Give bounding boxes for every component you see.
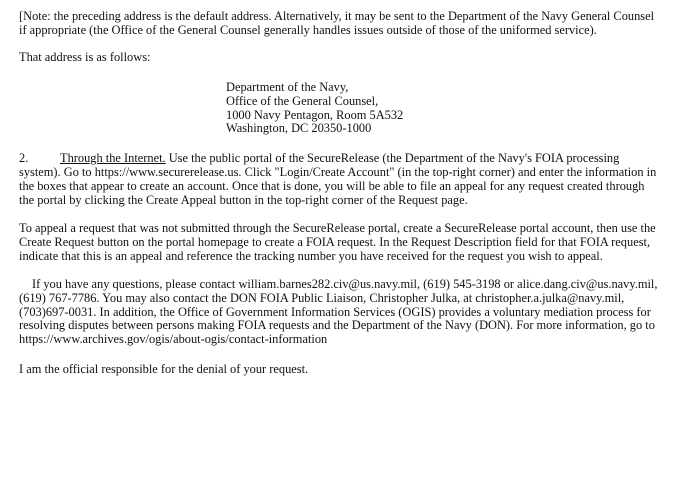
- internet-appeal-item: [19, 152, 659, 208]
- item-heading: Through the Internet.: [60, 151, 166, 166]
- address-line: Washington, DC 20350-1000: [226, 121, 372, 136]
- note-paragraph: [Note: the preceding address is the default address. Alternatively, it may be sent to the Department of the Navy General Counsel if appropriate (the Office of the General Counsel generally handles issues outside of those of the uniformed service).: [19, 9, 655, 37]
- mailing-address: [226, 81, 659, 137]
- address-line: Office of the General Counsel,: [226, 93, 379, 108]
- contact-paragraph: If you have any questions, please contact william.barnes282.civ@us.navy.mil, (619) 545-3198 or alice.dang.civ@us.navy.mil, (619) 767-7786. You may also contact the DON FOIA Public Liaison, Christopher Julka, at christopher.a.julka@navy.mil, (703)697-0031. In addition, the Office of Government Information Services (OGIS) provides a voluntary mediation process for resolving disputes between persons making FOIA requests and the Department of the Navy (DON). For more information, go to https://www.archives.gov/ogis/about-ogis/contact-information: [19, 276, 658, 347]
- address-line: Department of the Navy,: [226, 79, 349, 94]
- address-line: 1000 Navy Pentagon, Room 5A532: [226, 107, 404, 122]
- item-number: 2.: [19, 151, 29, 166]
- portal-paragraph: To appeal a request that was not submitted through the SecureRelease portal, create a SecureRelease portal account, then use the Create Request button on the portal homepage to create a FOIA request. In the Request Description field for that FOIA request, indicate that this is an appeal and reference the tracking number you have received for the request you wish to appeal.: [19, 220, 656, 263]
- item-body: Use the public portal of the SecureRelease (the Department of the Navy's FOIA processing system). Go to https://www.securerelease.us. Click "Login/Create Account" (in the top-right corner) and enter the information in the boxes that appear to create an account. Once that is done, you will be able to file an appeal for any request created through the portal by clicking the Create Appeal button in the top-right corner of the Request page.: [19, 151, 657, 208]
- address-intro: That address is as follows:: [19, 49, 151, 64]
- closing-statement: I am the official responsible for the denial of your request.: [19, 362, 309, 377]
- document-page: [19, 10, 659, 377]
